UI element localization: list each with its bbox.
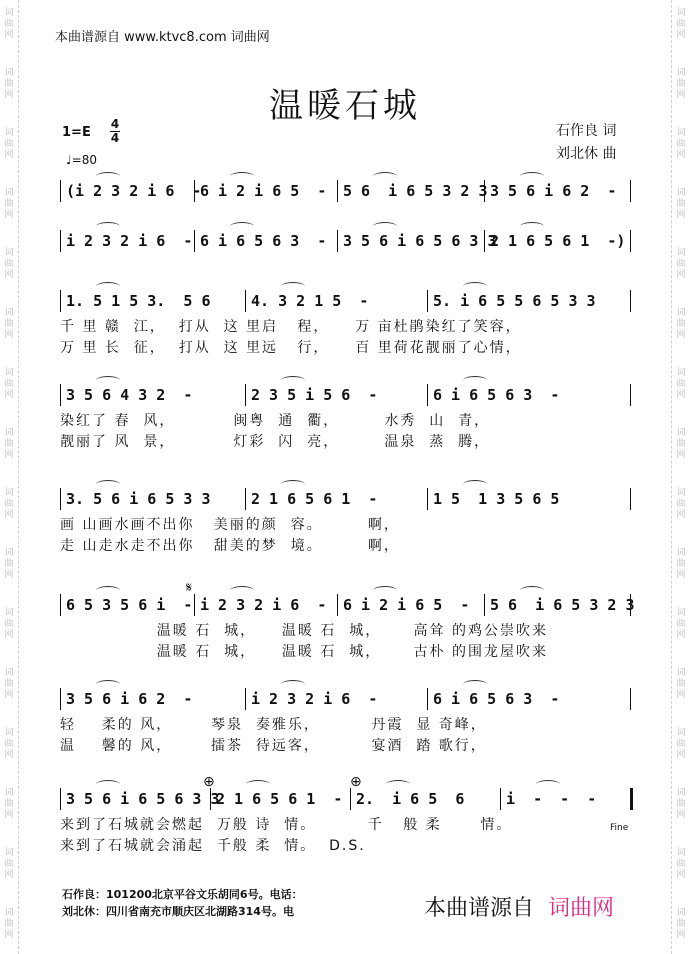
side-watermark: 词 曲 网 xyxy=(676,548,686,580)
tie-slur xyxy=(463,282,487,291)
barline xyxy=(630,688,631,710)
barline xyxy=(427,688,428,710)
tie-slur xyxy=(520,222,544,231)
side-watermark: 词 曲 网 xyxy=(676,848,686,880)
side-watermark: 词 曲 网 xyxy=(676,668,686,700)
measure-notes: 2. i 6 5 6 xyxy=(356,790,465,808)
side-watermark: 词 曲 网 xyxy=(4,68,14,100)
measure-notes: 5. i 6 5 5 6 5 3 3 xyxy=(433,292,596,310)
score-system xyxy=(60,230,632,254)
side-watermark: 词 曲 网 xyxy=(4,128,14,160)
barline xyxy=(630,788,633,810)
barline xyxy=(484,594,485,616)
measure-notes: 6 i 6 5 6 3 - xyxy=(200,232,327,250)
tie-slur xyxy=(96,282,120,291)
barline xyxy=(427,290,428,312)
measure-notes: 3 5 6 i 6 5 6 3 3 xyxy=(66,790,220,808)
tie-slur xyxy=(96,586,120,595)
measure-notes: 6 i 6 5 6 3 - xyxy=(433,386,560,404)
fine-marking: Fine xyxy=(610,823,629,833)
time-signature xyxy=(110,118,120,145)
side-watermark: 词 曲 网 xyxy=(4,368,14,400)
barline xyxy=(60,290,61,312)
barline xyxy=(194,594,195,616)
side-watermark: 词 曲 网 xyxy=(676,788,686,820)
meter-top: 4 xyxy=(110,117,120,131)
side-watermark: 词 曲 网 xyxy=(4,908,14,940)
barline xyxy=(60,384,61,406)
tie-slur xyxy=(373,586,397,595)
barline xyxy=(60,230,61,252)
measure-notes: 5 6 i 6 5 3 2 3 xyxy=(343,182,488,200)
barline xyxy=(630,290,631,312)
barline xyxy=(630,384,631,406)
tie-slur xyxy=(96,480,120,489)
brand-signature xyxy=(424,891,614,922)
measure-notes: 4. 3 2 1 5 - xyxy=(251,292,369,310)
lyric-line: 走 山走水走不出你 甜美的梦 境。 啊， xyxy=(60,538,400,554)
score-system xyxy=(60,180,632,204)
measure-notes: 2 1 6 5 6 1 - xyxy=(251,490,378,508)
score-system xyxy=(60,688,632,712)
tie-slur xyxy=(96,172,120,181)
barline xyxy=(60,594,61,616)
score-system xyxy=(60,488,632,512)
footer-line-1: 石作良：101200北京平谷文乐胡同6号。电话： xyxy=(62,888,303,901)
measure-notes: (i 2 3 2 i 6 - xyxy=(66,182,202,200)
barline xyxy=(60,688,61,710)
lyric-line: 来到了石城就会燃起 万般 诗 情。 千 般 柔 情。 xyxy=(60,817,513,833)
side-watermark: 词 曲 网 xyxy=(676,728,686,760)
lyricist-credit: 石作良 词 xyxy=(556,123,617,139)
side-watermark: 词 曲 网 xyxy=(676,68,686,100)
barline xyxy=(337,230,338,252)
lyric-line: 画 山画水画不出你 美丽的颜 容。 啊， xyxy=(60,517,400,533)
side-watermark: 词 曲 网 xyxy=(4,668,14,700)
lyric-line: 温暖 石 城， 温暖 石 城， 高耸 的鸡公崇吹来 xyxy=(60,623,548,639)
segno-mark: 𝄋 xyxy=(186,580,193,596)
side-watermark: 词 曲 网 xyxy=(676,8,686,40)
coda-mark-2: ⊕ xyxy=(350,774,362,790)
barline xyxy=(60,180,61,202)
page-header: 本曲谱源自 www.ktvc8.com 词曲网 xyxy=(55,30,270,45)
lyric-line: 千 里 赣 江， 打从 这 里启 程， 万 亩杜鹃染红了笑容， xyxy=(60,319,522,335)
side-watermark: 词 曲 网 xyxy=(4,848,14,880)
barline xyxy=(350,788,351,810)
key-signature: 1=E xyxy=(62,125,91,140)
tie-slur xyxy=(96,680,120,689)
measure-notes: 6 i 2 i 6 5 - xyxy=(200,182,327,200)
tie-slur xyxy=(281,680,305,689)
measure-notes: 2 1 6 5 6 1 - xyxy=(216,790,343,808)
side-watermark: 词 曲 网 xyxy=(4,248,14,280)
tie-slur xyxy=(96,780,120,789)
lyric-line: 靓丽了 风 景， 灯彩 闪 亮， 温泉 蒸 腾， xyxy=(60,434,491,450)
barline xyxy=(194,230,195,252)
lyric-line: 温暖 石 城， 温暖 石 城， 古朴 的围龙屋吹来 xyxy=(60,644,548,660)
measure-notes: 3 5 6 i 6 5 6 3 3 xyxy=(343,232,497,250)
barline xyxy=(245,290,246,312)
side-watermark: 词 曲 网 xyxy=(676,128,686,160)
tie-slur xyxy=(281,480,305,489)
lyric-line: 来到了石城就会涌起 千般 柔 情。 D.S. xyxy=(60,838,366,854)
tie-slur xyxy=(373,172,397,181)
measure-notes: 3 5 6 i 6 2 - xyxy=(66,690,193,708)
side-watermark: 词 曲 网 xyxy=(676,908,686,940)
side-watermark: 词 曲 网 xyxy=(676,368,686,400)
measure-notes: i 2 3 2 i 6 - xyxy=(251,690,378,708)
lyric-line: 万 里 长 征， 打从 这 里远 行， 百 里荷花靓丽了心情， xyxy=(60,340,522,356)
side-watermark: 词 曲 网 xyxy=(676,308,686,340)
tie-slur xyxy=(386,780,410,789)
tie-slur xyxy=(96,376,120,385)
measure-notes: 1. 5 1 5 3. 5 6 xyxy=(66,292,211,310)
tie-slur xyxy=(463,376,487,385)
brand-text: 本曲谱源自 xyxy=(424,896,535,921)
measure-notes: 5 6 i 6 5 3 2 3 xyxy=(490,596,635,614)
left-margin-strip xyxy=(0,0,19,954)
measure-notes: 6 i 2 i 6 5 - xyxy=(343,596,470,614)
side-watermark: 词 曲 网 xyxy=(4,608,14,640)
barline xyxy=(337,180,338,202)
barline xyxy=(245,488,246,510)
measure-notes: i 2 3 2 i 6 - xyxy=(200,596,327,614)
score-system xyxy=(60,788,632,812)
right-margin-strip xyxy=(671,0,690,954)
coda-mark-1: ⊕ xyxy=(203,774,215,790)
lyric-line: 轻 柔的 风， 琴泉 奏雅乐， 丹霞 显 奇峰， xyxy=(60,717,487,733)
score-system xyxy=(60,594,635,618)
meter-bottom: 4 xyxy=(110,131,120,145)
barline xyxy=(630,180,631,202)
barline xyxy=(427,384,428,406)
measure-notes: 3 5 6 i 6 2 - xyxy=(490,182,617,200)
barline xyxy=(427,488,428,510)
barline xyxy=(60,788,61,810)
measure-notes: i - - - xyxy=(506,790,597,808)
barline xyxy=(245,688,246,710)
barline xyxy=(630,230,631,252)
tie-slur xyxy=(281,282,305,291)
barline xyxy=(337,594,338,616)
tie-slur xyxy=(463,480,487,489)
side-watermark: 词 曲 网 xyxy=(4,308,14,340)
side-watermark: 词 曲 网 xyxy=(676,488,686,520)
side-watermark: 词 曲 网 xyxy=(676,428,686,460)
measure-notes: 3. 5 6 i 6 5 3 3 xyxy=(66,490,211,508)
measure-notes: 6 i 6 5 6 3 - xyxy=(433,690,560,708)
barline xyxy=(245,384,246,406)
barline xyxy=(630,488,631,510)
measure-notes: 2 3 5 i 5 6 - xyxy=(251,386,378,404)
side-watermark: 词 曲 网 xyxy=(676,248,686,280)
side-watermark: 词 曲 网 xyxy=(4,488,14,520)
tie-slur xyxy=(520,586,544,595)
footer-contact xyxy=(62,886,303,920)
song-title: 温暖石城 xyxy=(269,86,421,126)
measure-notes: 1 5 1 3 5 6 5 xyxy=(433,490,560,508)
measure-notes: 3 5 6 4 3 2 - xyxy=(66,386,193,404)
score-system xyxy=(60,384,632,408)
composer-credit: 刘北休 曲 xyxy=(556,146,617,162)
lyric-line: 染红了 春 风， 闽粤 通 衢， 水秀 山 青， xyxy=(60,413,491,429)
measure-notes: i 2 3 2 i 6 - xyxy=(66,232,193,250)
lyric-line: 温 馨的 风， 擂茶 待远客， 宴酒 踏 歌行， xyxy=(60,738,487,754)
side-watermark: 词 曲 网 xyxy=(4,8,14,40)
measure-notes: 6 5 3 5 6 i - xyxy=(66,596,193,614)
tie-slur xyxy=(246,780,270,789)
footer-line-2: 刘北休：四川省南充市顺庆区北湖路314号。电 xyxy=(62,905,294,918)
barline xyxy=(60,488,61,510)
tie-slur xyxy=(96,222,120,231)
side-watermark: 词 曲 网 xyxy=(676,188,686,220)
tie-slur xyxy=(536,780,560,789)
side-watermark: 词 曲 网 xyxy=(676,608,686,640)
brand-name: 词曲网 xyxy=(548,896,615,921)
side-watermark: 词 曲 网 xyxy=(4,188,14,220)
side-watermark: 词 曲 网 xyxy=(4,548,14,580)
barline xyxy=(500,788,501,810)
tempo-marking: ♩=80 xyxy=(66,153,97,167)
tie-slur xyxy=(230,586,254,595)
tie-slur xyxy=(230,172,254,181)
tie-slur xyxy=(281,376,305,385)
measure-notes: 2 1 6 5 6 1 -) xyxy=(490,232,626,250)
side-watermark: 词 曲 网 xyxy=(4,728,14,760)
side-watermark: 词 曲 网 xyxy=(4,788,14,820)
tie-slur xyxy=(463,680,487,689)
tie-slur xyxy=(230,222,254,231)
score-system xyxy=(60,290,632,314)
tie-slur xyxy=(373,222,397,231)
tie-slur xyxy=(520,172,544,181)
side-watermark: 词 曲 网 xyxy=(4,428,14,460)
